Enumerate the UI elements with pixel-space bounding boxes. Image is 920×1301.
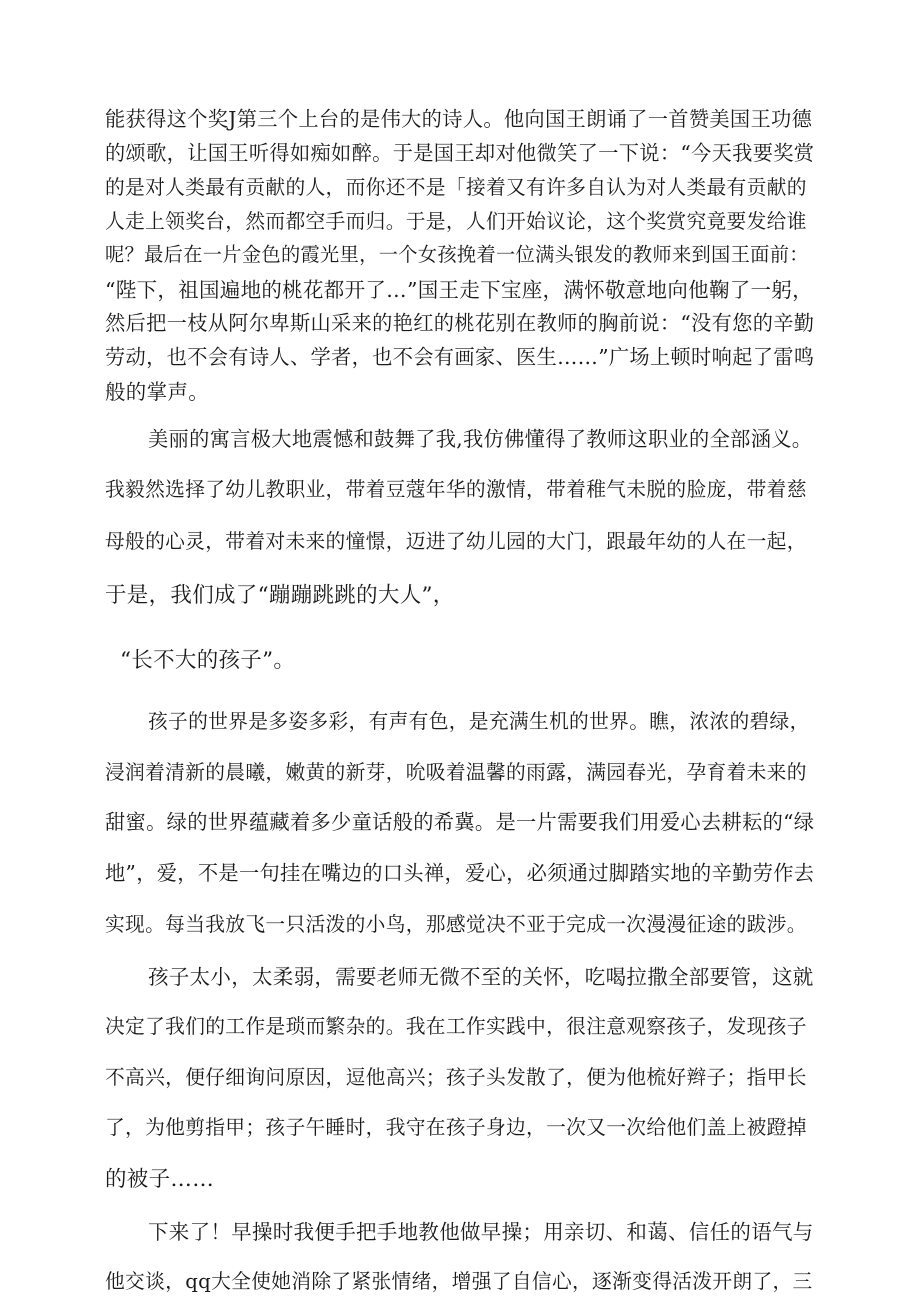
paragraph-4-line-4: 地”，爱，不是一句挂在嘴边的口头禅，爱心，必须通过脚踏实地的辛勤劳作去 [105, 861, 815, 885]
paragraph-2-line-1: 美丽的寓言极大地震憾和鼓舞了我,我仿佛懂得了教师这职业的全部涵义。 [148, 427, 813, 451]
paragraph-1-line-4: 人走上领奖台，然而都空手而归。于是，人们开始议论，这个奖赏究竟要发给谁 [105, 210, 807, 233]
paragraph-5-line-5: 的被子…… [105, 1167, 215, 1192]
paragraph-1-line-5: 呢？最后在一片金色的霞光里，一个女孩挽着一位满头银发的教师来到国王面前： [105, 243, 809, 266]
paragraph-4-line-5: 实现。每当我放飞一只活泼的小鸟，那感觉决不亚于完成一次漫漫征途的跋涉。 [105, 913, 807, 936]
paragraph-5-line-3: 不高兴，便仔细询问原因，逗他高兴；孩子头发散了，便为他梳好辫子；指甲长 [105, 1066, 807, 1089]
paragraph-1-line-8: 劳动，也不会有诗人、学者，也不会有画家、医生……”广场上顿时响起了雷鸣 [105, 345, 815, 369]
paragraph-5-line-1: 孩子太小，太柔弱，需要老师无微不至的关怀，吃喝拉撒全部要管，这就 [148, 965, 814, 989]
paragraph-2-line-3: 母般的心灵，带着对未来的憧憬，迈进了幼儿园的大门，跟最年幼的人在一起， [105, 530, 807, 553]
paragraph-4-line-2: 浸润着清新的晨曦，嫩黄的新芽，吮吸着温馨的雨露，满园春光，孕育着未来的 [105, 761, 807, 784]
paragraph-1-line-9: 般的掌声。 [105, 380, 209, 404]
paragraph-1-line-6: “陛下，祖国遍地的桃花都开了…”国王走下宝座，满怀敬意地向他鞠了一躬， [105, 278, 813, 302]
paragraph-4-line-3: 甜蜜。绿的世界蕴藏着多少童话般的希冀。是一片需要我们用爱心去耕耘的“绿 [105, 810, 815, 834]
paragraph-2-line-4: 于是，我们成了“蹦蹦跳跳的大人”， [105, 583, 455, 608]
paragraph-6-line-1: 下来了！早操时我便手把手地教他做早操；用亲切、和蔼、信任的语气与 [148, 1220, 814, 1244]
paragraph-3-line-1: “长不大的孩子”。 [120, 648, 296, 673]
paragraph-1-line-1: 能获得这个奖J第三个上台的是伟大的诗人。他向国王朗诵了一首赞美国王功德 [105, 107, 813, 131]
paragraph-5-line-2: 决定了我们的工作是琐而繁杂的。我在工作实践中，很注意观察孩子，发现孩子 [105, 1015, 807, 1038]
paragraph-1-line-7: 然后把一枝从阿尔卑斯山采来的艳红的桃花别在教师的胸前说：“没有您的辛勤 [105, 311, 815, 335]
paragraph-1-line-3: 的是对人类最有贡献的人，而你还不是「接着又有许多自认为对人类最有贡献的 [105, 176, 807, 199]
paragraph-1-line-2: 的颂歌，让国王听得如痴如醉。于是国王却对他微笑了一下说：“今天我要奖赏 [105, 141, 815, 165]
paragraph-2-line-2: 我毅然选择了幼儿教职业，带着豆蔻年华的激情，带着稚气未脱的脸庞，带着慈 [105, 478, 807, 501]
paragraph-4-line-1: 孩子的世界是多姿多彩，有声有色，是充满生机的世界。瞧，浓浓的碧绿， [148, 710, 810, 733]
paragraph-6-line-2: 他交谈，qq大全使她消除了紧张情绪，增强了自信心，逐渐变得活泼开朗了，三 [105, 1270, 813, 1293]
paragraph-5-line-4: 了，为他剪指甲；孩子午睡时，我守在孩子身边，一次又一次给他们盖上被蹬掉 [105, 1116, 807, 1139]
